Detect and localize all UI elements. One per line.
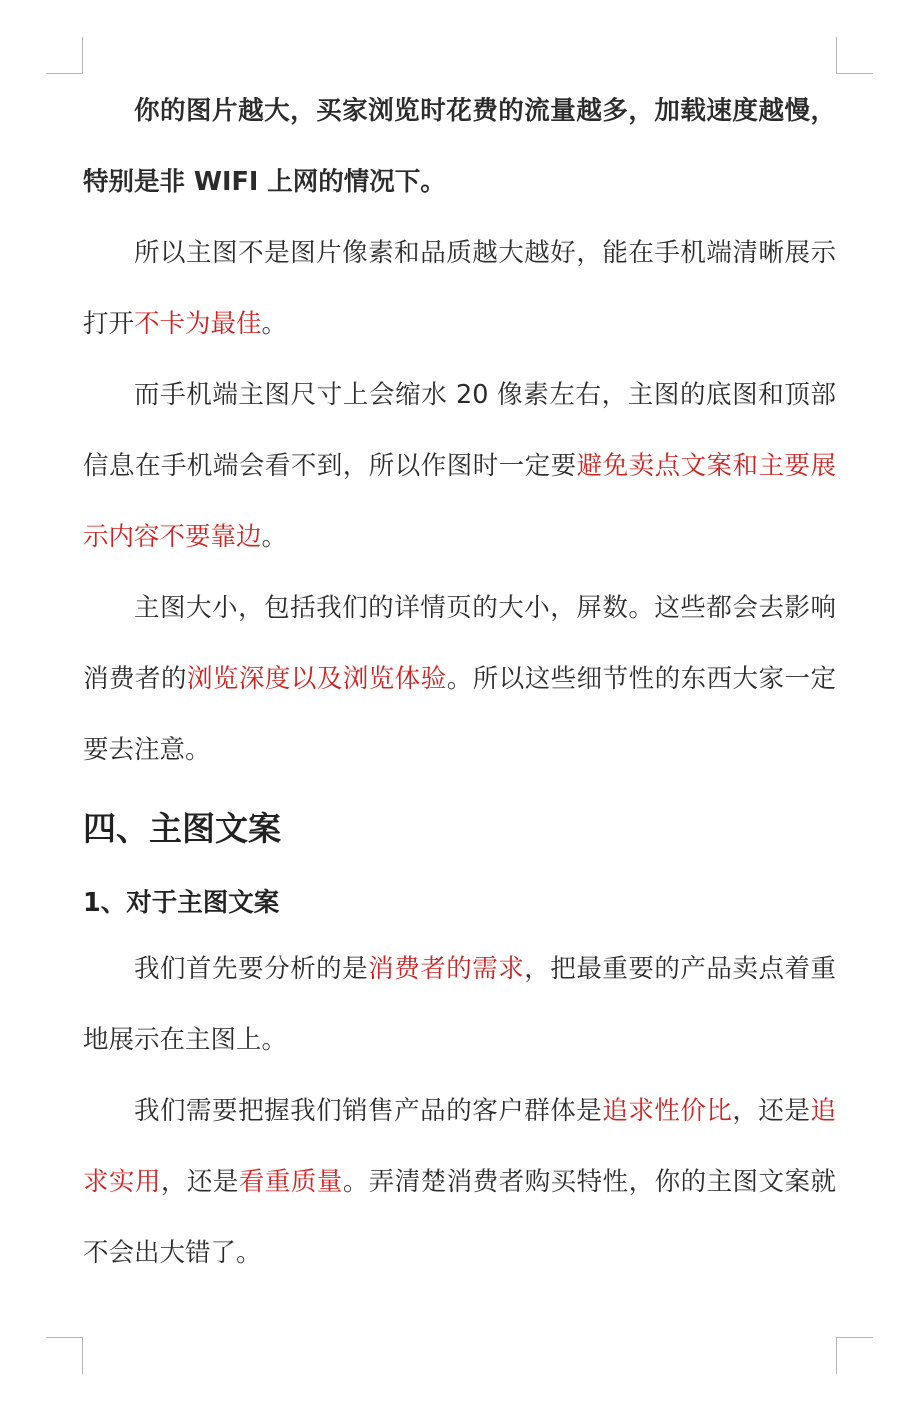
section-heading: 四、主图文案 [83,809,281,848]
paragraph-main-image-quality [83,218,836,360]
paragraph-consumer-needs [83,934,836,1076]
highlight-text: 看重质量 [238,1167,343,1197]
text: 主图大小，包括我们的详情页的大小，屏数。这些都会去影响消费者的 [83,593,836,694]
paragraph-mobile-shrink [83,360,836,573]
document-body [83,76,836,1289]
corner-mark-top-right [836,37,873,74]
corner-mark-bottom-right [836,1337,873,1374]
text: 。 [261,522,288,552]
paragraph-page-size [83,573,836,786]
highlight-text: 追求实用 [83,1096,836,1197]
text: 。所以这些细节性的东西大家一定要去注意。 [83,664,836,765]
highlight-text: 避免卖点文案和主要展示内容不要靠边 [83,451,836,552]
text: ，还是 [732,1096,811,1126]
subsection-heading: 1、对于主图文案 [83,888,280,918]
text: 而手机端主图尺寸上会缩水 20 像素左右，主图的底图和顶部信息在手机端会看不到，所以作图时一定要 [83,380,836,481]
text: 。 [261,309,288,339]
highlight-text: 追求性价比 [602,1096,733,1126]
paragraph-customer-groups [83,1076,836,1289]
text: ，把最重要的产品卖点着重地展示在主图上。 [83,954,836,1055]
paragraph-image-size: 你的图片越大，买家浏览时花费的流量越多，加载速度越慢，特别是非 WIFI 上网的情况下。 [83,96,836,197]
highlight-text: 消费者的需求 [368,954,525,984]
corner-mark-bottom-left [46,1337,83,1374]
corner-mark-top-left [46,37,83,74]
text: 我们需要把握我们销售产品的客户群体是 [134,1096,603,1126]
text: 所以主图不是图片像素和品质越大越好，能在手机端清晰展示打开 [83,238,836,339]
highlight-text: 浏览深度以及浏览体验 [186,664,447,694]
highlight-text: 不卡为最佳 [134,309,262,339]
text: 。弄清楚消费者购买特性，你的主图文案就不会出大错了。 [83,1167,836,1268]
text: 我们首先要分析的是 [134,954,369,984]
text: ，还是 [160,1167,239,1197]
